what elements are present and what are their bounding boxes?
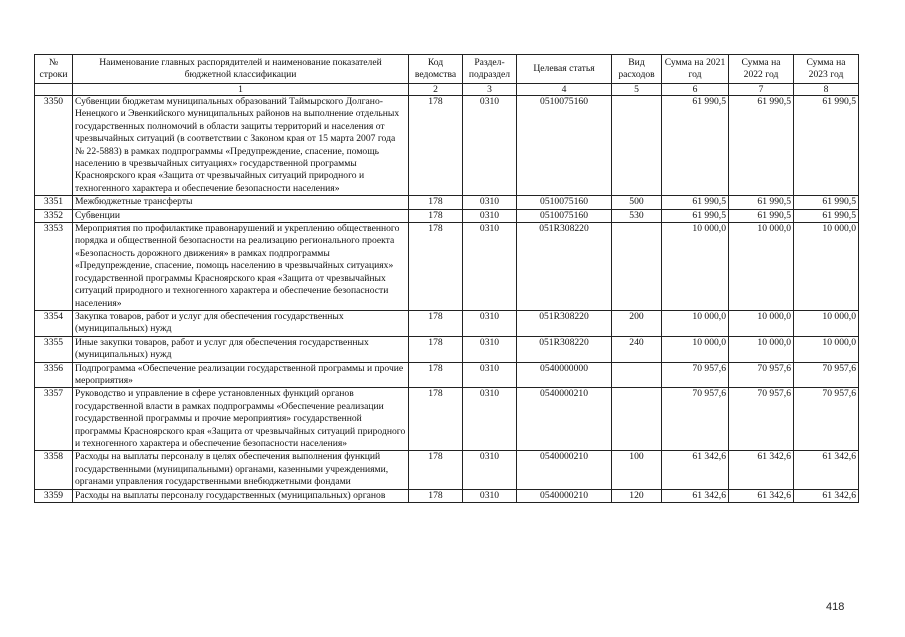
sum-2022: 10 000,0 <box>729 310 794 336</box>
sum-2021: 61 990,5 <box>662 96 729 196</box>
row-number: 3353 <box>35 223 73 311</box>
expense-type <box>612 96 662 196</box>
target-article: 0510075160 <box>517 96 612 196</box>
sum-2021: 70 957,6 <box>662 362 729 388</box>
col-num-2: 2 <box>409 84 463 96</box>
expense-type <box>612 362 662 388</box>
page-number: 418 <box>826 601 845 613</box>
sum-2023: 10 000,0 <box>794 223 859 311</box>
target-article: 0510075160 <box>517 196 612 209</box>
table-row <box>35 388 859 451</box>
sum-2022: 61 990,5 <box>729 96 794 196</box>
budget-table <box>34 54 859 503</box>
target-article: 051R308220 <box>517 336 612 362</box>
target-article: 051R308220 <box>517 223 612 311</box>
row-number: 3350 <box>35 96 73 196</box>
dept-code: 178 <box>409 451 463 489</box>
expense-type: 500 <box>612 196 662 209</box>
row-number: 3358 <box>35 451 73 489</box>
header-sum-2023: Сумма на 2023 год <box>794 55 859 84</box>
dept-code: 178 <box>409 336 463 362</box>
sum-2022: 61 990,5 <box>729 196 794 209</box>
sum-2022: 61 342,6 <box>729 489 794 502</box>
col-num-3: 3 <box>463 84 517 96</box>
row-number: 3359 <box>35 489 73 502</box>
sum-2023: 70 957,6 <box>794 388 859 451</box>
table-row <box>35 196 859 209</box>
section-code: 0310 <box>463 336 517 362</box>
row-name: Руководство и управление в сфере установленных функций органов государственной власти в рамках подпрограммы «Обеспечение реализации государственной программы и прочие мероприятия» государственной программы Красноярского края «Защита от чрезвычайных ситуаций природного и техногенного характера и обеспечение безопасности населения» <box>73 388 409 451</box>
section-code: 0310 <box>463 196 517 209</box>
row-name: Субвенции <box>73 209 409 222</box>
sum-2022: 10 000,0 <box>729 336 794 362</box>
sum-2021: 10 000,0 <box>662 223 729 311</box>
section-code: 0310 <box>463 362 517 388</box>
table-row <box>35 96 859 196</box>
target-article: 0540000210 <box>517 451 612 489</box>
section-code: 0310 <box>463 223 517 311</box>
row-name: Расходы на выплаты персоналу государственных (муниципальных) органов <box>73 489 409 502</box>
row-number: 3357 <box>35 388 73 451</box>
section-code: 0310 <box>463 96 517 196</box>
header-dept-code: Код ведомства <box>409 55 463 84</box>
target-article: 051R308220 <box>517 310 612 336</box>
dept-code: 178 <box>409 223 463 311</box>
sum-2023: 61 990,5 <box>794 196 859 209</box>
sum-2021: 61 342,6 <box>662 489 729 502</box>
sum-2023: 61 990,5 <box>794 209 859 222</box>
col-num-8: 8 <box>794 84 859 96</box>
sum-2022: 61 990,5 <box>729 209 794 222</box>
row-name: Иные закупки товаров, работ и услуг для обеспечения государственных (муниципальных) нужд <box>73 336 409 362</box>
expense-type: 240 <box>612 336 662 362</box>
expense-type: 120 <box>612 489 662 502</box>
dept-code: 178 <box>409 388 463 451</box>
table-row <box>35 336 859 362</box>
header-sum-2021: Сумма на 2021 год <box>662 55 729 84</box>
dept-code: 178 <box>409 362 463 388</box>
sum-2022: 10 000,0 <box>729 223 794 311</box>
header-expense-type: Вид расходов <box>612 55 662 84</box>
table-row <box>35 209 859 222</box>
target-article: 0540000210 <box>517 388 612 451</box>
sum-2021: 10 000,0 <box>662 336 729 362</box>
expense-type: 100 <box>612 451 662 489</box>
target-article: 0540000000 <box>517 362 612 388</box>
dept-code: 178 <box>409 489 463 502</box>
expense-type <box>612 388 662 451</box>
sum-2021: 61 342,6 <box>662 451 729 489</box>
sum-2022: 70 957,6 <box>729 388 794 451</box>
col-num-1: 1 <box>73 84 409 96</box>
header-row <box>35 55 859 84</box>
sum-2021: 61 990,5 <box>662 209 729 222</box>
row-number: 3351 <box>35 196 73 209</box>
table-row <box>35 223 859 311</box>
expense-type: 200 <box>612 310 662 336</box>
header-row-no: № строки <box>35 55 73 84</box>
row-name: Подпрограмма «Обеспечение реализации государственной программы и прочие мероприятия» <box>73 362 409 388</box>
row-number: 3354 <box>35 310 73 336</box>
sum-2023: 61 990,5 <box>794 96 859 196</box>
sum-2023: 61 342,6 <box>794 489 859 502</box>
table-row <box>35 451 859 489</box>
col-num-5: 5 <box>612 84 662 96</box>
sum-2021: 70 957,6 <box>662 388 729 451</box>
row-number: 3355 <box>35 336 73 362</box>
header-name: Наименование главных распорядителей и наименование показателей бюджетной классификации <box>73 55 409 84</box>
row-name: Межбюджетные трансферты <box>73 196 409 209</box>
table-row <box>35 489 859 502</box>
row-name: Субвенции бюджетам муниципальных образований Таймырского Долгано-Ненецкого и Эвенкийского муниципальных районов на выполнение отдельных государственных полномочий в области защиты территорий и населения от чрезвычайных ситуаций (в соответствии с Законом края от 15 марта 2007 года № 22-5883) в рамках подпрограммы «Предупреждение, спасение, помощь населению в чрезвычайных ситуациях» государственной программы Красноярского края «Защита от чрезвычайных ситуаций природного и техногенного характера и обеспечение безопасности населения» <box>73 96 409 196</box>
section-code: 0310 <box>463 451 517 489</box>
sum-2022: 70 957,6 <box>729 362 794 388</box>
col-num-6: 6 <box>662 84 729 96</box>
header-sum-2022: Сумма на 2022 год <box>729 55 794 84</box>
section-code: 0310 <box>463 209 517 222</box>
target-article: 0510075160 <box>517 209 612 222</box>
row-name: Закупка товаров, работ и услуг для обеспечения государственных (муниципальных) нужд <box>73 310 409 336</box>
sum-2021: 10 000,0 <box>662 310 729 336</box>
col-num-4: 4 <box>517 84 612 96</box>
row-name: Расходы на выплаты персоналу в целях обеспечения выполнения функций государственными (муниципальными) органами, казенными учреждениями, органами управления государственными внебюджетными фондами <box>73 451 409 489</box>
header-target-article: Целевая статья <box>517 55 612 84</box>
target-article: 0540000210 <box>517 489 612 502</box>
section-code: 0310 <box>463 489 517 502</box>
sum-2023: 70 957,6 <box>794 362 859 388</box>
section-code: 0310 <box>463 310 517 336</box>
table-row <box>35 362 859 388</box>
section-code: 0310 <box>463 388 517 451</box>
dept-code: 178 <box>409 310 463 336</box>
row-name: Мероприятия по профилактике правонарушений и укреплению общественного порядка и общественной безопасности на реализацию регионального проекта «Безопасность дорожного движения» в рамках подпрограммы «Предупреждение, спасение, помощь населению в чрезвычайных ситуациях» государственной программы Красноярского края «Защита от чрезвычайных ситуаций природного и техногенного характера и обеспечение безопасности населения» <box>73 223 409 311</box>
table-body <box>35 96 859 503</box>
dept-code: 178 <box>409 196 463 209</box>
sum-2023: 61 342,6 <box>794 451 859 489</box>
column-number-row <box>35 84 859 96</box>
sum-2021: 61 990,5 <box>662 196 729 209</box>
expense-type: 530 <box>612 209 662 222</box>
sum-2022: 61 342,6 <box>729 451 794 489</box>
row-number: 3356 <box>35 362 73 388</box>
expense-type <box>612 223 662 311</box>
dept-code: 178 <box>409 96 463 196</box>
header-section: Раздел-подраздел <box>463 55 517 84</box>
sum-2023: 10 000,0 <box>794 336 859 362</box>
row-number: 3352 <box>35 209 73 222</box>
dept-code: 178 <box>409 209 463 222</box>
table-row <box>35 310 859 336</box>
col-num-blank <box>35 84 73 96</box>
col-num-7: 7 <box>729 84 794 96</box>
sum-2023: 10 000,0 <box>794 310 859 336</box>
